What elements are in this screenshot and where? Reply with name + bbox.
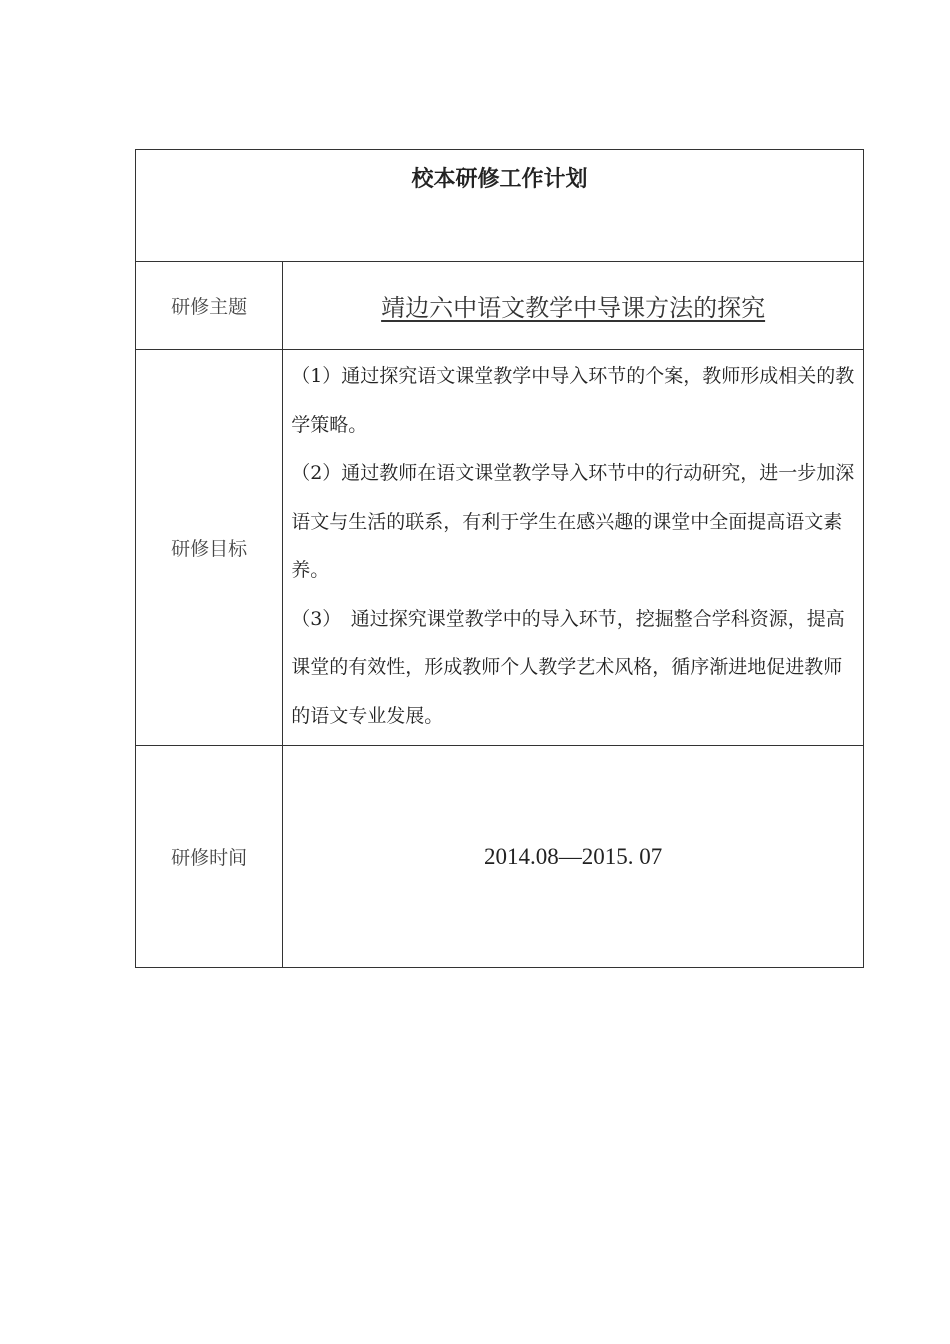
goal-item-2: （2）通过教师在语文课堂教学导入环节中的行动研究，进一步加深语文与生活的联系，有利于学生在感兴趣的课堂中全面提高语文素养。 <box>291 462 855 581</box>
goal-item-3: （3） 通过探究课堂教学中的导入环节，挖掘整合学科资源，提高课堂的有效性，形成教师个人教学艺术风格，循序渐进地促进教师的语文专业发展。 <box>291 607 845 727</box>
goal-item-1: （1）通过探究语文课堂教学中导入环节的个案，教师形成相关的教学策略。 <box>291 365 855 436</box>
goals-label: 研修目标 <box>136 350 283 746</box>
document-title: 校本研修工作计划 <box>136 150 864 262</box>
goals-row <box>136 350 864 746</box>
topic-row <box>136 262 864 350</box>
title-row <box>136 150 864 262</box>
topic-label: 研修主题 <box>136 262 283 350</box>
time-row <box>136 746 864 968</box>
topic-value: 靖边六中语文教学中导课方法的探究 <box>283 262 864 350</box>
goals-list <box>283 350 864 746</box>
time-label: 研修时间 <box>136 746 283 968</box>
plan-table <box>135 149 864 968</box>
time-value: 2014.08—2015. 07 <box>283 746 864 968</box>
